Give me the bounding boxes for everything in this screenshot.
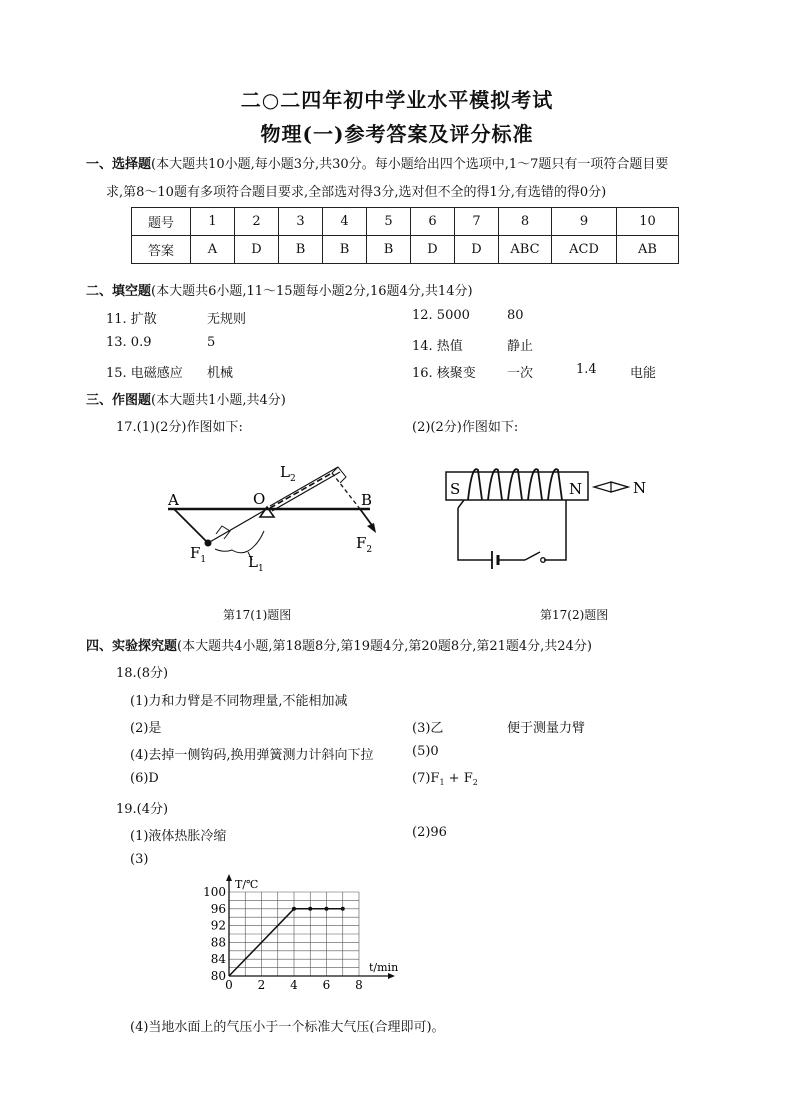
q12-number: 12. 5000	[412, 308, 470, 323]
q19-a4: (4)当地水面上的气压小于一个标准大气压(合理即可)。	[130, 1020, 445, 1035]
x-tick-label: 4	[290, 978, 298, 992]
table-cell: B	[279, 236, 323, 264]
q17-1-label: 17.(1)(2分)作图如下:	[116, 420, 243, 435]
section1-line1	[86, 153, 668, 172]
figure-17-2	[440, 460, 660, 575]
label-a: A	[168, 491, 179, 509]
q16-number: 16. 核聚变	[412, 366, 476, 381]
q11-number: 11. 扩散	[106, 312, 157, 327]
wire-left	[458, 508, 492, 560]
page-title: 二○二四年初中学业水平模拟考试	[240, 88, 554, 112]
table-cell: 4	[323, 208, 367, 236]
table-cell: B	[323, 236, 367, 264]
fig1-caption: 第17(1)题图	[223, 608, 292, 622]
x-tick-label: 0	[225, 978, 233, 992]
q18-head: 18.(8分)	[116, 666, 169, 681]
q18-a3b: 便于测量力臂	[507, 721, 586, 736]
q18-a5: (5)0	[412, 744, 439, 759]
y-axis-label: T/℃	[235, 878, 259, 891]
section2-line	[86, 280, 473, 299]
data-point	[308, 907, 312, 911]
q16-answer-c: 电能	[630, 366, 657, 381]
y-tick-label: 88	[210, 935, 226, 950]
section4-line	[86, 635, 592, 654]
x-axis-label: t/min	[369, 961, 399, 974]
temperature-chart	[196, 870, 406, 1004]
q17-2-label: (2)(2分)作图如下:	[412, 420, 519, 435]
table-cell: B	[367, 236, 411, 264]
section1-heading: 一、选择题	[86, 157, 152, 172]
lever-diagram	[160, 455, 400, 585]
label-s: S	[450, 480, 461, 498]
q15-answer: 机械	[207, 366, 234, 381]
q13-number: 13. 0.9	[106, 335, 152, 350]
label-f2: $F_2$	[356, 534, 373, 555]
temperature-chart-svg	[196, 870, 406, 1000]
x-tick-label: 2	[257, 978, 266, 992]
y-axis-arrow	[226, 874, 232, 881]
q14-number: 14. 热值	[412, 339, 463, 354]
table-cell: 8	[499, 208, 552, 236]
table-row	[132, 236, 679, 264]
q18-a7: $(7)F_1 + F_2$	[412, 771, 478, 787]
label-l1: $L_1$	[248, 553, 264, 574]
table-cell: 10	[617, 208, 679, 236]
compass-needle-n-half	[611, 482, 628, 492]
section3-line	[86, 389, 286, 408]
section3-heading: 三、作图题	[86, 393, 152, 408]
q18-a4: (4)去掉一侧钩码,换用弹簧测力计斜向下拉	[130, 748, 374, 763]
q18-a6: (6)D	[130, 771, 159, 786]
page-subtitle: 物理(一)参考答案及评分标准	[260, 122, 534, 146]
f2-arrowhead	[367, 523, 376, 533]
table-cell: 1	[191, 208, 235, 236]
force-f2-extension	[332, 473, 360, 509]
y-tick-label: 100	[203, 885, 226, 899]
q13-answer: 5	[207, 335, 216, 350]
label-f1: $F_1$	[190, 544, 207, 565]
force-f1-line	[174, 509, 208, 543]
q19-head: 19.(4分)	[116, 802, 169, 817]
x-tick-label: 6	[322, 978, 331, 992]
section2-desc: (本大题共6小题,11～15题每小题2分,16题4分,共14分)	[151, 284, 473, 299]
data-point	[341, 907, 345, 911]
iron-core	[446, 472, 588, 500]
x-tick-label: 8	[355, 978, 363, 992]
q14-answer: 静止	[507, 339, 534, 354]
q15-number: 15. 电磁感应	[106, 366, 183, 381]
table-cell: 7	[455, 208, 499, 236]
table-cell: D	[411, 236, 455, 264]
section1-desc1: (本大题共10小题,每小题3分,共30分。每小题给出四个选项中,1～7题只有一项符合题目要	[151, 157, 669, 172]
answer-table	[131, 207, 679, 264]
section2-heading: 二、填空题	[86, 284, 152, 299]
section4-desc: (本大题共4小题,第18题8分,第19题4分,第20题8分,第21题4分,共24分)	[177, 639, 592, 654]
table-cell: D	[235, 236, 279, 264]
table-cell: D	[455, 236, 499, 264]
label-o: O	[253, 490, 266, 508]
q18-a1: (1)力和力臂是不同物理量,不能相加减	[130, 694, 348, 709]
section1-desc2: 求,第8～10题有多项符合题目要求,全部选对得3分,选对但不全的得1分,有选错的得0分)	[106, 185, 607, 200]
q16-answer-b: 1.4	[576, 362, 597, 377]
table-header-number: 题号	[132, 208, 191, 236]
wire-right	[544, 508, 566, 560]
y-tick-label: 84	[210, 952, 226, 967]
label-compass-n: N	[633, 479, 647, 497]
table-cell: 6	[411, 208, 455, 236]
table-cell: AB	[617, 236, 679, 264]
table-cell: A	[191, 236, 235, 264]
q19-a3: (3)	[130, 852, 149, 867]
q16-answer-a: 一次	[507, 366, 534, 381]
table-header-answer: 答案	[132, 236, 191, 264]
section4-heading: 四、实验探究题	[86, 639, 178, 654]
table-cell: ABC	[499, 236, 552, 264]
data-point	[325, 907, 329, 911]
y-tick-label: 96	[210, 901, 226, 916]
fig2-caption: 第17(2)题图	[540, 608, 609, 622]
q19-a1: (1)液体热胀冷缩	[130, 829, 227, 844]
q19-a2: (2)96	[412, 825, 447, 840]
table-cell: ACD	[552, 236, 617, 264]
figure-17-1	[160, 455, 400, 585]
arm-l1-line	[208, 509, 267, 543]
y-tick-label: 80	[210, 969, 226, 983]
coil-lead-left	[458, 500, 464, 508]
electromagnet-diagram	[440, 460, 660, 575]
switch-lever	[525, 552, 540, 560]
q11-answer: 无规则	[207, 312, 247, 327]
table-cell: 3	[279, 208, 323, 236]
table-cell: 2	[235, 208, 279, 236]
table-cell: 9	[552, 208, 617, 236]
y-tick-label: 92	[210, 918, 226, 933]
q18-a3: (3)乙	[412, 721, 444, 736]
data-point	[292, 907, 296, 911]
label-b: B	[361, 491, 373, 509]
table-cell: 5	[367, 208, 411, 236]
coil-windings	[468, 469, 562, 500]
label-l2: $L_2$	[280, 463, 296, 484]
section3-desc: (本大题共1小题,共4分)	[151, 393, 286, 408]
label-n: N	[569, 480, 583, 498]
q12-answer: 80	[507, 308, 524, 323]
q18-a2: (2)是	[130, 721, 162, 736]
table-row	[132, 208, 679, 236]
